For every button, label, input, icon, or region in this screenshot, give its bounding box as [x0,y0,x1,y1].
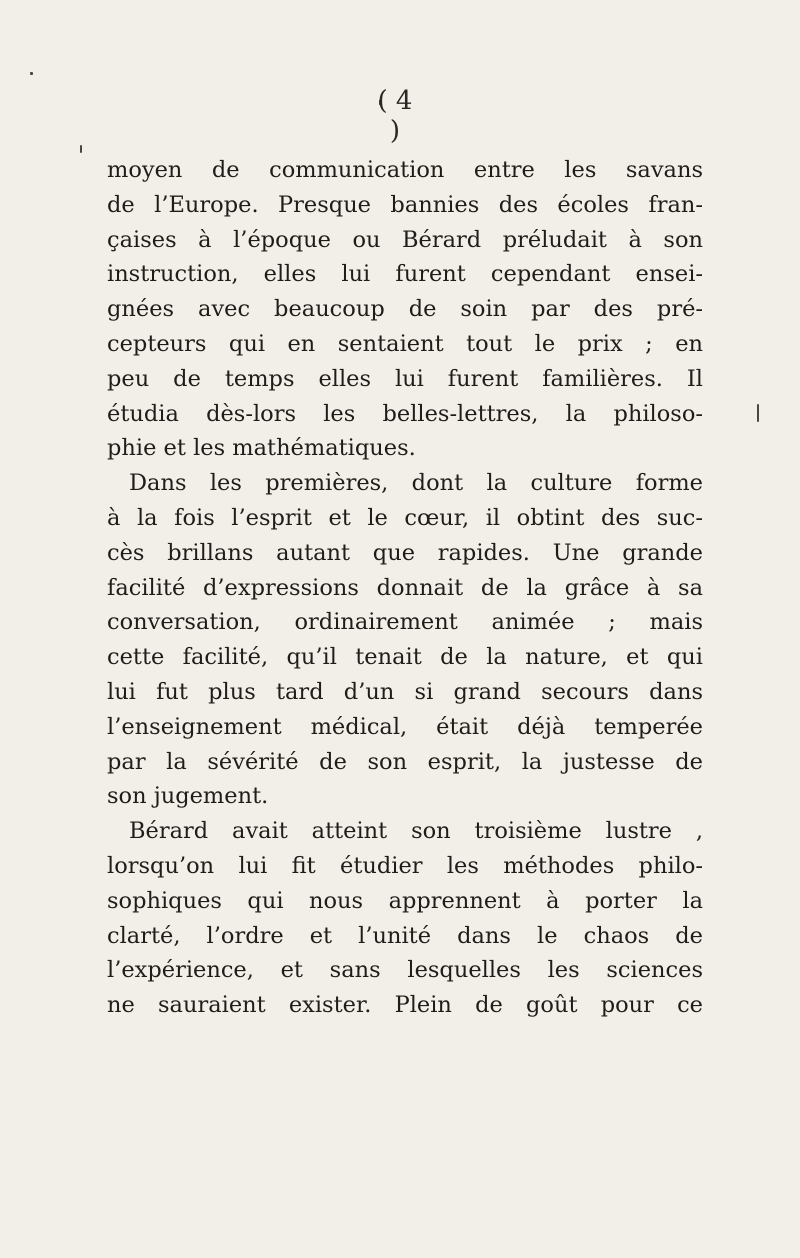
text-line: gnées avec beaucoup de soin par des pré- [107,296,703,323]
text-line: son jugement. [107,783,269,810]
text-line: sophiques qui nous apprennent à porter la [107,887,703,914]
text-line: l’enseignement médical, était déjà temperée [107,713,703,740]
text-line: par la sévérité de son esprit, la justesse de [107,748,703,775]
text-line: Dans les premières, dont la culture forme [129,470,703,497]
text-line: Bérard avait atteint son troisième lustre , [129,818,703,845]
text-line: à la fois l’esprit et le cœur, il obtint des suc- [107,504,703,531]
text-line: çaises à l’époque ou Bérard préludait à son [107,226,703,253]
margin-mark [80,145,82,153]
text-line: lorsqu’on lui fit étudier les méthodes philo- [107,852,703,879]
text-line: peu de temps elles lui furent familières. Il [107,365,703,392]
text-line: étudia dès-lors les belles-lettres, la philoso- [107,400,703,427]
text-line: cès brillans autant que rapides. Une grande [107,539,703,566]
margin-mark [30,72,33,75]
text-line: clarté, l’ordre et l’unité dans le chaos de [107,922,703,949]
text-line: de l’Europe. Presque bannies des écoles fran- [107,191,703,218]
text-line: lui fut plus tard d’un si grand secours dans [107,678,703,705]
margin-mark [757,404,759,422]
text-line: cepteurs qui en sentaient tout le prix ; en [107,330,703,357]
text-line: instruction, elles lui furent cependant ensei- [107,261,703,288]
text-line: phie et les mathématiques. [107,435,416,462]
text-line: cette facilité, qu’il tenait de la nature, et qui [107,644,703,671]
text-line: ne sauraient exister. Plein de goût pour ce [107,992,703,1019]
text-line: facilité d’expressions donnait de la grâce à sa [107,574,703,601]
text-line: conversation, ordinairement animée ; mais [107,609,703,636]
page-number: ( 4 ) [377,86,413,146]
text-line: l’expérience, et sans lesquelles les sciences [107,957,703,984]
text-line: moyen de communication entre les savans [107,157,703,183]
body-text [107,153,703,1023]
